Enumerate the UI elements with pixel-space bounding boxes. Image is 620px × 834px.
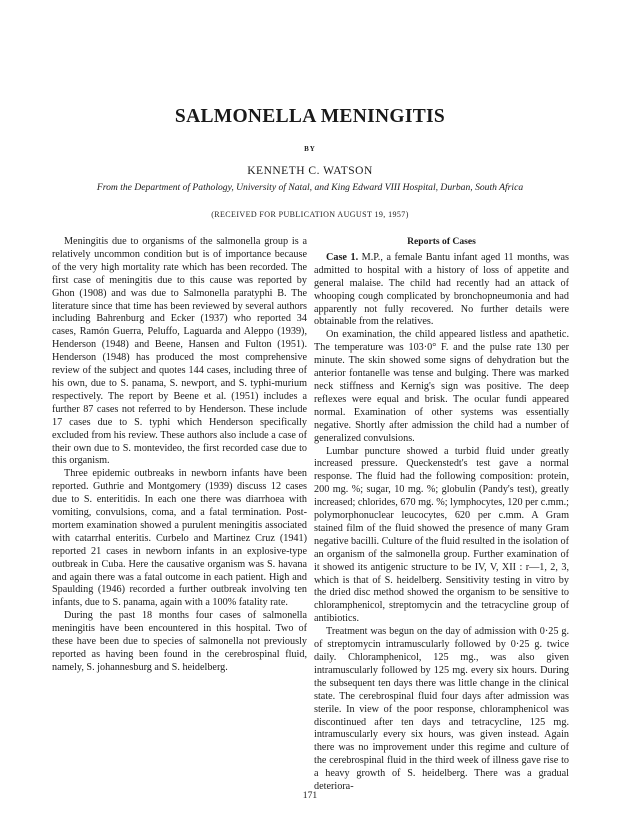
left-column: [52, 236, 307, 675]
author-affiliation: From the Department of Pathology, University of Natal, and King Edward VIII Hospital, Durban, South Africa: [96, 182, 524, 193]
body-paragraph: Treatment was begun on the day of admission with 0·25 g. of streptomycin intramuscularly followed by 0·25 g. twice daily. Chloramphenicol, 125 mg., was also given intramuscularly followed by 125 mg. every six hours. During the subsequent ten days there was little change in the clinical state. The cerebrospinal fluid four days after admission was sterile. In view of the poor response, chloramphenicol was discontinued after ten days and tetracycline, 125 mg. intramuscularly every six hours, was given instead. Again there was no improvement under this regime and culture of the cerebrospinal fluid in the third week of illness gave rise to a heavy growth of S. heidelberg. There was a gradual deteriora-: [314, 626, 569, 793]
case-label: Case 1.: [326, 251, 359, 263]
body-paragraph: Meningitis due to organisms of the salmonella group is a relatively uncommon condition but is of importance because of the very high mortality rate which has been recorded. The first case of meningitis due to this cause was reported by Ghon (1908) and was due to Salmonella paratyphi B. The literature since that time has been reviewed by several authors including Bahrenburg and Ecker (1937) who reported 34 cases, Ramón Guerra, Peluffo, Laguarda and Aleppo (1939), Henderson (1948) and Beene, Hansen and Fulton (1951). Henderson (1948) has produced the most comprehensive review of the subject and quotes 144 cases, including three of his own, due to S. panama, S. newport, and S. typhi-murium respectively. The report by Beene et al. (1951) includes a further 87 cases not referred to by Henderson. These include 17 cases due to S. typhi which Henderson specifically excluded from his review. These authors also include a case of their own due to S. montevideo, the first recorded case due to this organism.: [52, 236, 307, 467]
body-paragraph: Three epidemic outbreaks in newborn infants have been reported. Guthrie and Montgomery (1939) discuss 12 cases due to S. enteritidis. In each one there was diarrhoea with vomiting, convulsions, coma, and a fatal termination. Post-mortem examination showed a purulent meningitis associated with catarrhal enteritis. Curbelo and Martinez Cruz (1941) reported 21 cases in newborn infants in an explosive-type outbreak in Cuba. Here the causative organism was S. havana and again there was a fatal outcome in each patient. High and Spaulding (1946) recorded a further outbreak involving ten infants, due to S. panama, again with a 100% fatality rate.: [52, 468, 307, 609]
right-column: [314, 236, 569, 794]
body-paragraph: Lumbar puncture showed a turbid fluid under greatly increased pressure. Queckenstedt's test gave a normal response. The fluid had the following composition: protein, 200 mg. %; sugar, 10 mg. %; globulin (Pandy's test), greatly increased; chlorides, 670 mg. %; lymphocytes, 120 per c.mm.; polymorphonuclear leucocytes, 620 per c.mm. A Gram stained film of the fluid showed the presence of many Gram negative bacilli. Culture of the fluid resulted in the isolation of an organism of the salmonella group. Further examination of it showed its antigenic structure to be IV, V, XII : r—1, 2, 3, which is that of S. heidelberg. Sensitivity testing in vitro by the dried disc method showed the organism to be sensitive to chloramphenicol, streptomycin and the tetracycline group of antibiotics.: [314, 445, 569, 625]
page-number: 171: [302, 790, 318, 801]
body-paragraph: [314, 252, 569, 329]
article-title: SALMONELLA MENINGITIS: [174, 106, 446, 127]
section-heading: Reports of Cases: [407, 236, 476, 247]
body-paragraph: During the past 18 months four cases of salmonella meningitis have been encountered in this hospital. Two of these have been due to species of salmonella not previously reported as having been found in the cerebrospinal fluid, namely, S. johannesburg and S. heidelberg.: [52, 610, 307, 673]
byline-label: BY: [304, 145, 316, 153]
author-name: KENNETH C. WATSON: [247, 165, 373, 177]
body-paragraph: On examination, the child appeared listless and apathetic. The temperature was 103·0° F. and the pulse rate 130 per minute. The skin showed some signs of dehydration but the anterior fontanelle was tense and bulging. There was marked neck stiffness and Kernig's sign was positive. The deep reflexes were equal and brisk. The ocular fundi appeared normal. Examination of other systems was essentially negative. Shortly after admission the child had a number of generalized convulsions.: [314, 329, 569, 444]
case-text: M.P., a female Bantu infant aged 11 months, was admitted to hospital with a history of loss of appetite and general malaise. The child had recently had an attack of whooping cough complicated by bronchopneumonia and had apparently not fully recovered. No further details were obtainable from the relatives.: [314, 251, 570, 328]
received-date: (RECEIVED FOR PUBLICATION AUGUST 19, 1957): [211, 210, 409, 219]
